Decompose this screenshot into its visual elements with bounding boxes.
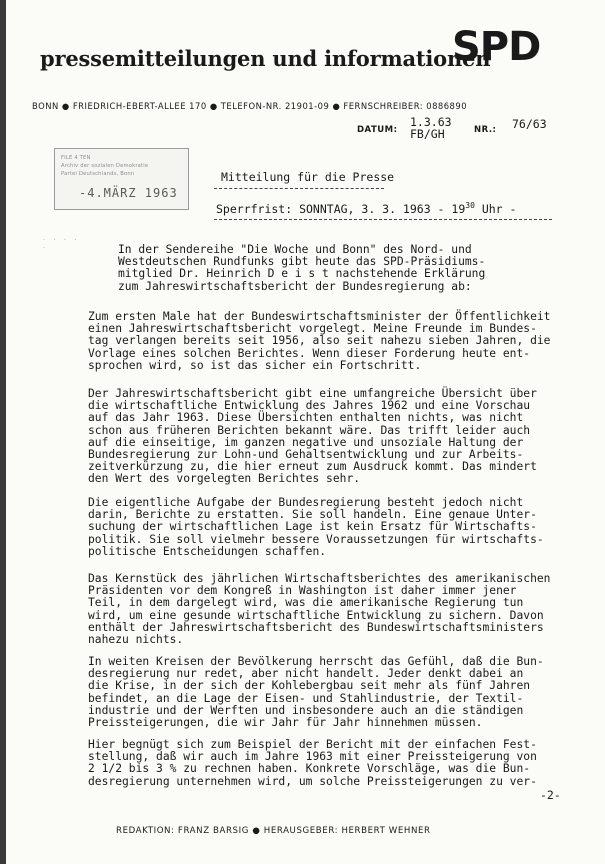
- body-line: stellung, daß wir auch im Jahre 1963 mit einer Preissteigerung von: [88, 750, 537, 764]
- stamp-date: -4.MÄRZ 1963: [79, 186, 178, 200]
- margin-mark: · · · · ·: [42, 236, 79, 252]
- masthead-title: pressemitteilungen und informationen: [40, 46, 491, 71]
- page-continuation-marker: -2-: [540, 788, 561, 802]
- body-line: desregierung nur redet, aber nicht handelt. Jeder denkt dabei an: [88, 667, 524, 681]
- body-line: enthält der Jahreswirtschaftsbericht des Bundeswirtschaftsministers: [88, 620, 544, 634]
- notice-underline: [214, 188, 384, 189]
- body-line: sprochen wird, so ist das sicher ein Fortschritt.: [88, 358, 422, 372]
- archive-stamp: [54, 148, 189, 210]
- body-line: nahezu nichts.: [88, 632, 184, 646]
- body-line: wird, um eine gesunde wirtschaftliche Entwicklung zu sichern. Davon: [88, 608, 544, 622]
- intro-line: Westdeutschen Rundfunks gibt heute das SPD-Präsidiums-: [118, 255, 486, 269]
- intro-line: In der Sendereihe "Die Woche und Bonn" des Nord- und: [118, 243, 472, 256]
- body-line: politische Entscheidungen schaffen.: [88, 544, 327, 558]
- intro-line: zum Jahreswirtschaftsbericht der Bundesregierung ab:: [118, 279, 472, 293]
- body-paragraph: [88, 388, 588, 486]
- body-line: Der Jahreswirtschaftsbericht gibt eine umfangreiche Übersicht über: [88, 387, 537, 400]
- body-paragraph: [88, 739, 588, 788]
- body-line: Die eigentliche Aufgabe der Bundesregierung besteht jedoch nicht: [88, 496, 524, 509]
- body-line: den Wert des vorgelegten Berichtes sehr.: [88, 472, 361, 486]
- body-line: auf das Jahr 1963. Diese Übersichten enthalten nichts, was nicht: [88, 411, 524, 425]
- body-line: Bundesregierung zur Lohn-und Gehaltsentwicklung und zur Arbeits-: [88, 447, 524, 461]
- body-line: Zum ersten Male hat der Bundeswirtschaftsminister der Öffentlichkeit: [88, 310, 551, 323]
- body-paragraph: [88, 656, 588, 729]
- intro-line: mitglied Dr. Heinrich D e i s t nachstehende Erklärung: [118, 267, 486, 281]
- stamp-line: Archiv der sozialen Demokratie: [61, 163, 149, 169]
- body-line: tag verlangen bereits seit 1956, also seit nahezu sieben Jahren, die: [88, 334, 551, 348]
- body-line: Präsidenten vor dem Kongreß in Washington ist daher immer jener: [88, 584, 517, 598]
- intro-paragraph: [118, 244, 588, 293]
- notice-title: Mitteilung für die Presse: [221, 170, 395, 184]
- body-line: auf die einseitige, im ganzen negative und unsoziale Haltung der: [88, 435, 524, 449]
- body-line: die wirtschaftliche Entwicklung des Jahres 1962 und eine Vorschau: [88, 399, 531, 413]
- embargo-underline: [214, 219, 552, 220]
- stamp-line: FILE 4 TEN: [61, 155, 91, 161]
- body-line: 2 1/2 bis 3 % zu rechnen haben. Konkrete Vorschläge, was die Bun-: [88, 762, 531, 776]
- embargo-time-superscript: 30: [465, 201, 475, 210]
- body-line: Preissteigerungen, die wir Jahr für Jahr hinnehmen müssen.: [88, 715, 483, 729]
- body-paragraph: [88, 497, 588, 558]
- date-label: DATUM:: [357, 125, 398, 135]
- footer-credits: REDAKTION: FRANZ BARSIG ● HERAUSGEBER: HERBERT WEHNER: [116, 826, 431, 836]
- embargo-text: Sperrfrist: SONNTAG, 3. 3. 1963 - 19: [216, 201, 466, 216]
- initials: FB/GH: [410, 127, 445, 141]
- nr-label: NR.:: [474, 125, 497, 135]
- body-line: befindet, an die Lage der Eisen- und Stahlindustrie, der Textil-: [88, 691, 524, 705]
- body-line: Vorlage eines solchen Berichtes. Wenn dieser Forderung heute ent-: [88, 346, 531, 360]
- body-line: darin, Berichte zu erstatten. Sie soll handeln. Eine genaue Unter-: [88, 508, 537, 522]
- body-line: schon aus früheren Berichten bekannt wäre. Das trifft leider auch: [88, 423, 531, 437]
- spd-logo: SPD: [452, 24, 541, 70]
- body-line: zeitverkürzung zu, die hier erneut zum Ausdruck kommt. Das mindert: [88, 460, 537, 474]
- embargo-suffix: Uhr -: [474, 201, 517, 216]
- body-paragraph: [88, 311, 588, 372]
- stamp-line: Partei Deutschlands, Bonn: [61, 171, 135, 177]
- body-line: Hier begnügt sich zum Beispiel der Bericht mit der einfachen Fest-: [88, 738, 537, 751]
- body-line: desregierung unternehmen wird, um solche Preissteigerungen zu ver-: [88, 774, 537, 788]
- body-line: Teil, in dem dargelegt wird, was die amerikanische Regierung tun: [88, 596, 524, 610]
- embargo-line: [216, 201, 556, 215]
- date-value: 1.3.63: [410, 115, 452, 129]
- body-line: die Krise, in der sich der Kohlebergbau seit mehr als fünf Jahren: [88, 679, 531, 693]
- body-line: suchung der wirtschaftlichen Lage ist kein Ersatz für Wirtschafts-: [88, 520, 537, 534]
- body-line: Das Kernstück des jährlichen Wirtschaftsberichtes des amerikanischen: [88, 572, 551, 585]
- body-line: politik. Sie soll vielmehr bessere Voraussetzungen für wirtschafts-: [88, 532, 544, 546]
- body-line: industrie und der Werften und insbesondere auch an die ständigen: [88, 703, 524, 717]
- body-line: In weiten Kreisen der Bevölkerung herrscht das Gefühl, daß die Bun-: [88, 655, 544, 668]
- body-paragraph: [88, 573, 588, 646]
- body-line: einen Jahreswirtschaftsbericht vorgelegt. Meine Freunde im Bundes-: [88, 322, 537, 336]
- scan-edge: [0, 0, 6, 864]
- nr-value: 76/63: [512, 117, 547, 131]
- address-line: BONN ● FRIEDRICH-EBERT-ALLEE 170 ● TELEFON-NR. 21901-09 ● FERNSCHREIBER: 0886890: [32, 101, 468, 111]
